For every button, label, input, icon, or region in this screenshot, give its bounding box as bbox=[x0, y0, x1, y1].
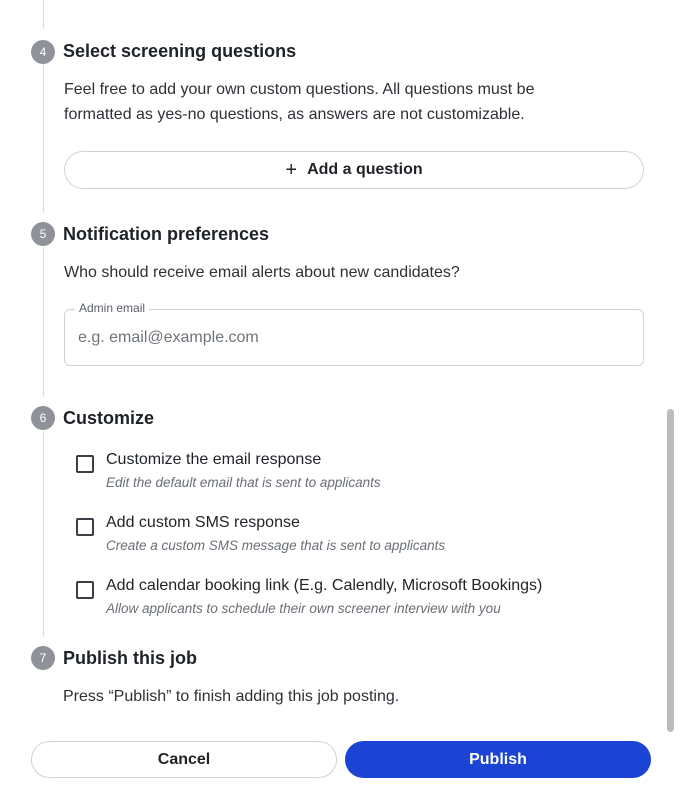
step-connector-line bbox=[43, 431, 44, 636]
step-connector-line bbox=[43, 64, 44, 212]
step-number-badge: 4 bbox=[31, 40, 55, 64]
option-label: Add custom SMS response bbox=[106, 514, 300, 531]
step-description-line: Feel free to add your own custom questions. All questions must be bbox=[64, 81, 535, 98]
plus-icon: + bbox=[285, 159, 298, 181]
option-description: Create a custom SMS message that is sent to applicants bbox=[106, 538, 446, 553]
calendar-link-checkbox[interactable] bbox=[76, 581, 94, 599]
step-title: Publish this job bbox=[63, 648, 197, 668]
custom-sms-checkbox[interactable] bbox=[76, 518, 94, 536]
scrollbar-thumb[interactable] bbox=[667, 409, 674, 732]
step-number-badge: 5 bbox=[31, 222, 55, 246]
admin-email-label: Admin email bbox=[75, 301, 149, 315]
customize-email-checkbox[interactable] bbox=[76, 455, 94, 473]
step-title: Notification preferences bbox=[63, 224, 270, 244]
step-title: Customize bbox=[63, 408, 155, 428]
option-label: Customize the email response bbox=[106, 451, 322, 468]
cancel-button[interactable]: Cancel bbox=[31, 741, 337, 778]
admin-email-input[interactable] bbox=[78, 325, 628, 351]
step-connector-line bbox=[43, 247, 44, 396]
add-question-button[interactable] bbox=[64, 151, 644, 189]
add-question-label: Add a question bbox=[307, 161, 423, 178]
step-description bbox=[64, 77, 534, 127]
admin-email-field bbox=[64, 301, 644, 366]
publish-button[interactable]: Publish bbox=[345, 741, 651, 778]
step-number-badge: 7 bbox=[31, 646, 55, 670]
step-connector-line bbox=[43, 0, 44, 28]
step-description: Press “Publish” to finish adding this job posting. bbox=[63, 688, 400, 705]
step-description-line: formatted as yes-no questions, as answers are not customizable. bbox=[64, 106, 525, 123]
step-description: Who should receive email alerts about new candidates? bbox=[64, 264, 460, 281]
step-title: Select screening questions bbox=[63, 41, 297, 61]
option-description: Allow applicants to schedule their own screener interview with you bbox=[106, 601, 501, 616]
option-label: Add calendar booking link (E.g. Calendly, Microsoft Bookings) bbox=[106, 577, 543, 594]
option-description: Edit the default email that is sent to applicants bbox=[106, 475, 381, 490]
step-number-badge: 6 bbox=[31, 406, 55, 430]
